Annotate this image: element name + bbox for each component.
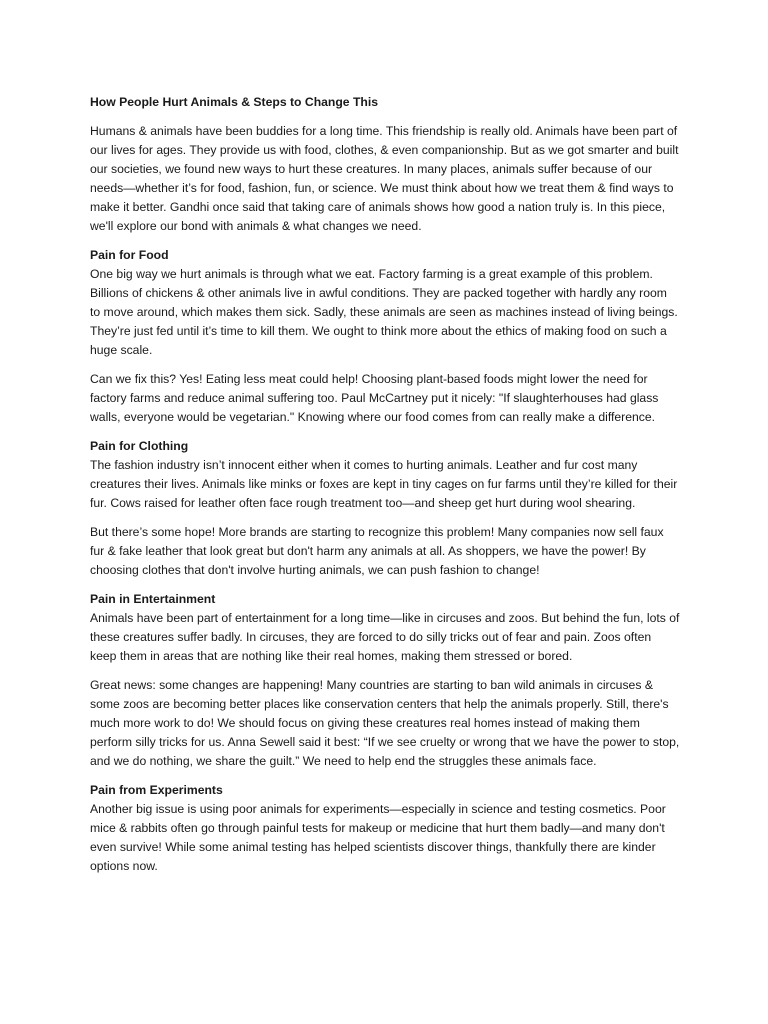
section-clothing [90,437,680,580]
section-paragraph: Another big issue is using poor animals for experiments—especially in science and testing cosmetics. Poor mice & rabbits often go through painful tests for makeup or medicine that hurt them badly—and many don't even survive! While some animal testing has helped scientists discover things, thankfully there are kinder options now. [90,802,666,873]
section-heading: Pain from Experiments [90,783,223,797]
intro-paragraph: Humans & animals have been buddies for a long time. This friendship is really old. Animals have been part of our lives for ages. They provide us with food, clothes, & even companionship. But as we got smarter and built our societies, we found new ways to hurt these creatures. In many places, animals suffer because of our needs—whether it’s for food, fashion, fun, or science. We must think about how we treat them & find ways to make it better. Gandhi once said that taking care of animals shows how good a nation truly is. In this piece, we'll explore our bond with animals & what changes we need. [90,124,679,233]
section-paragraph: Animals have been part of entertainment for a long time—like in circuses and zoos. But behind the fun, lots of these creatures suffer badly. In circuses, they are forced to do silly tricks out of fear and pain. Zoos often keep them in areas that are nothing like their real homes, making them stressed or bored. [90,611,680,663]
section-paragraph: Great news: some changes are happening! Many countries are starting to ban wild animals in circuses & some zoos are becoming better places like conservation centers that help the animals properly. Still, there's much more work to do! We should focus on giving these creatures real homes instead of making them perform silly tricks for us. Anna Sewell said it best: “If we see cruelty or wrong that we have the power to stop, and we do nothing, we share the guilt.” We need to help end the struggles these animals face. [90,678,680,768]
document-page [90,93,680,886]
section-paragraph: One big way we hurt animals is through what we eat. Factory farming is a great example of this problem. Billions of chickens & other animals live in awful conditions. They are packed together with hardly any room to move around, which makes them sick. Sadly, these animals are seen as machines instead of living beings. They’re just fed until it’s time to kill them. We ought to think more about the ethics of making food on such a huge scale. [90,267,678,357]
section-experiments [90,781,680,876]
section-heading: Pain for Clothing [90,439,189,453]
document-title: How People Hurt Animals & Steps to Change This [90,95,379,109]
section-paragraph: But there’s some hope! More brands are starting to recognize this problem! Many companies now sell faux fur & fake leather that look great but don't harm any animals at all. As shoppers, we have the power! By choosing clothes that don't involve hurting animals, we can push fashion to change! [90,525,664,577]
section-heading: Pain for Food [90,248,169,262]
section-paragraph: The fashion industry isn’t innocent either when it comes to hurting animals. Leather and fur cost many creatures their lives. Animals like minks or foxes are kept in tiny cages on fur farms until they’re killed for their fur. Cows raised for leather often face rough treatment too—and sheep get hurt during wool shearing. [90,458,678,510]
section-entertainment [90,590,680,771]
section-paragraph: Can we fix this? Yes! Eating less meat could help! Choosing plant-based foods might lower the need for factory farms and reduce animal suffering too. Paul McCartney put it nicely: "If slaughterhouses had glass walls, everyone would be vegetarian." Knowing where our food comes from can really make a difference. [90,372,659,424]
section-food [90,246,680,427]
section-heading: Pain in Entertainment [90,592,216,606]
